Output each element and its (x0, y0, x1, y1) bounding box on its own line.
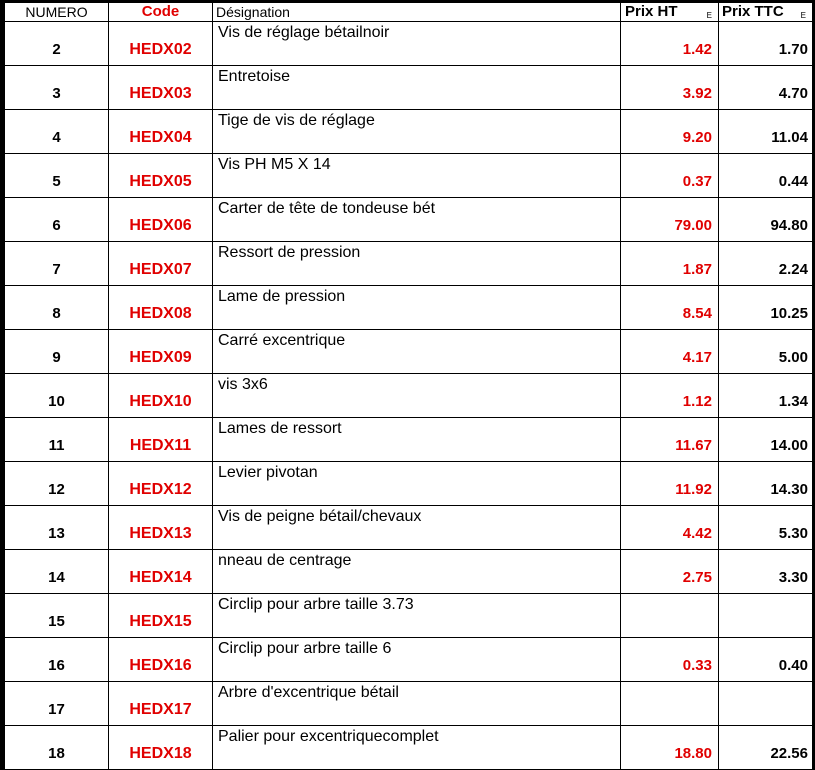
cell-designation: Arbre d'excentrique bétail (213, 682, 621, 726)
cell-code: HEDX02 (109, 22, 213, 66)
cell-prix-ht: 1.87 (621, 242, 719, 286)
cell-numero: 14 (5, 550, 109, 594)
cell-prix-ttc: 94.80 (719, 198, 813, 242)
cell-prix-ttc: 5.00 (719, 330, 813, 374)
cell-code: HEDX10 (109, 374, 213, 418)
cell-numero: 17 (5, 682, 109, 726)
table-row (5, 198, 813, 242)
header-numero: NUMERO (5, 3, 109, 22)
table-row (5, 726, 813, 770)
cell-code: HEDX14 (109, 550, 213, 594)
cell-prix-ht: 4.42 (621, 506, 719, 550)
cell-code: HEDX09 (109, 330, 213, 374)
table-row (5, 418, 813, 462)
header-prix-ttc (719, 3, 813, 22)
cell-prix-ht: 11.67 (621, 418, 719, 462)
parts-price-table (4, 2, 813, 770)
cell-prix-ht: 79.00 (621, 198, 719, 242)
cell-designation: Circlip pour arbre taille 6 (213, 638, 621, 682)
cell-code: HEDX04 (109, 110, 213, 154)
cell-prix-ttc (719, 594, 813, 638)
cell-designation: Palier pour excentriquecomplet (213, 726, 621, 770)
header-prix-ttc-label: Prix TTC (722, 3, 784, 20)
table-row (5, 286, 813, 330)
cell-code: HEDX13 (109, 506, 213, 550)
cell-prix-ttc: 3.30 (719, 550, 813, 594)
cell-code: HEDX11 (109, 418, 213, 462)
cell-numero: 15 (5, 594, 109, 638)
cell-prix-ht: 11.92 (621, 462, 719, 506)
table-row (5, 462, 813, 506)
header-code: Code (109, 3, 213, 22)
table-row (5, 638, 813, 682)
cell-code: HEDX18 (109, 726, 213, 770)
cell-prix-ttc: 2.24 (719, 242, 813, 286)
cell-prix-ht: 2.75 (621, 550, 719, 594)
cell-numero: 10 (5, 374, 109, 418)
header-prix-ttc-unit: E (800, 11, 806, 20)
cell-prix-ttc: 10.25 (719, 286, 813, 330)
cell-designation: vis 3x6 (213, 374, 621, 418)
cell-prix-ht: 1.12 (621, 374, 719, 418)
table-row (5, 22, 813, 66)
cell-prix-ttc: 1.70 (719, 22, 813, 66)
cell-prix-ttc: 4.70 (719, 66, 813, 110)
cell-designation: Carter de tête de tondeuse bét (213, 198, 621, 242)
table-row (5, 242, 813, 286)
cell-code: HEDX08 (109, 286, 213, 330)
table-row (5, 374, 813, 418)
cell-prix-ht: 1.42 (621, 22, 719, 66)
cell-designation: Lame de pression (213, 286, 621, 330)
cell-code: HEDX15 (109, 594, 213, 638)
cell-prix-ht: 9.20 (621, 110, 719, 154)
cell-numero: 7 (5, 242, 109, 286)
table-row (5, 66, 813, 110)
cell-numero: 13 (5, 506, 109, 550)
cell-prix-ttc: 22.56 (719, 726, 813, 770)
cell-numero: 12 (5, 462, 109, 506)
cell-numero: 5 (5, 154, 109, 198)
cell-designation: Vis PH M5 X 14 (213, 154, 621, 198)
cell-code: HEDX03 (109, 66, 213, 110)
cell-prix-ht: 4.17 (621, 330, 719, 374)
cell-prix-ttc: 14.00 (719, 418, 813, 462)
cell-prix-ht: 0.37 (621, 154, 719, 198)
cell-numero: 8 (5, 286, 109, 330)
cell-numero: 3 (5, 66, 109, 110)
cell-prix-ht: 0.33 (621, 638, 719, 682)
cell-prix-ttc: 11.04 (719, 110, 813, 154)
cell-prix-ht (621, 594, 719, 638)
cell-designation: Tige de vis de réglage (213, 110, 621, 154)
table-row (5, 506, 813, 550)
cell-code: HEDX12 (109, 462, 213, 506)
cell-code: HEDX17 (109, 682, 213, 726)
cell-designation: Lames de ressort (213, 418, 621, 462)
header-designation: Désignation (213, 3, 621, 22)
cell-code: HEDX07 (109, 242, 213, 286)
cell-numero: 16 (5, 638, 109, 682)
cell-designation: Levier pivotan (213, 462, 621, 506)
cell-designation: Vis de réglage bétailnoir (213, 22, 621, 66)
cell-prix-ttc: 0.44 (719, 154, 813, 198)
cell-designation: nneau de centrage (213, 550, 621, 594)
cell-numero: 11 (5, 418, 109, 462)
table-row (5, 594, 813, 638)
table-row (5, 154, 813, 198)
cell-numero: 2 (5, 22, 109, 66)
table-row (5, 110, 813, 154)
header-prix-ht-label: Prix HT (625, 3, 678, 20)
cell-designation: Circlip pour arbre taille 3.73 (213, 594, 621, 638)
cell-prix-ttc: 5.30 (719, 506, 813, 550)
cell-code: HEDX16 (109, 638, 213, 682)
cell-designation: Entretoise (213, 66, 621, 110)
cell-designation: Vis de peigne bétail/chevaux (213, 506, 621, 550)
header-prix-ht (621, 3, 719, 22)
cell-prix-ht (621, 682, 719, 726)
table-row (5, 330, 813, 374)
cell-designation: Ressort de pression (213, 242, 621, 286)
table-row (5, 682, 813, 726)
cell-prix-ht: 18.80 (621, 726, 719, 770)
cell-prix-ttc: 1.34 (719, 374, 813, 418)
cell-numero: 6 (5, 198, 109, 242)
cell-designation: Carré excentrique (213, 330, 621, 374)
cell-numero: 18 (5, 726, 109, 770)
cell-prix-ttc: 14.30 (719, 462, 813, 506)
cell-prix-ht: 8.54 (621, 286, 719, 330)
cell-prix-ttc (719, 682, 813, 726)
cell-numero: 4 (5, 110, 109, 154)
cell-code: HEDX05 (109, 154, 213, 198)
cell-numero: 9 (5, 330, 109, 374)
cell-prix-ttc: 0.40 (719, 638, 813, 682)
header-row (5, 3, 813, 22)
cell-code: HEDX06 (109, 198, 213, 242)
table-row (5, 550, 813, 594)
cell-prix-ht: 3.92 (621, 66, 719, 110)
header-prix-ht-unit: E (706, 11, 712, 20)
